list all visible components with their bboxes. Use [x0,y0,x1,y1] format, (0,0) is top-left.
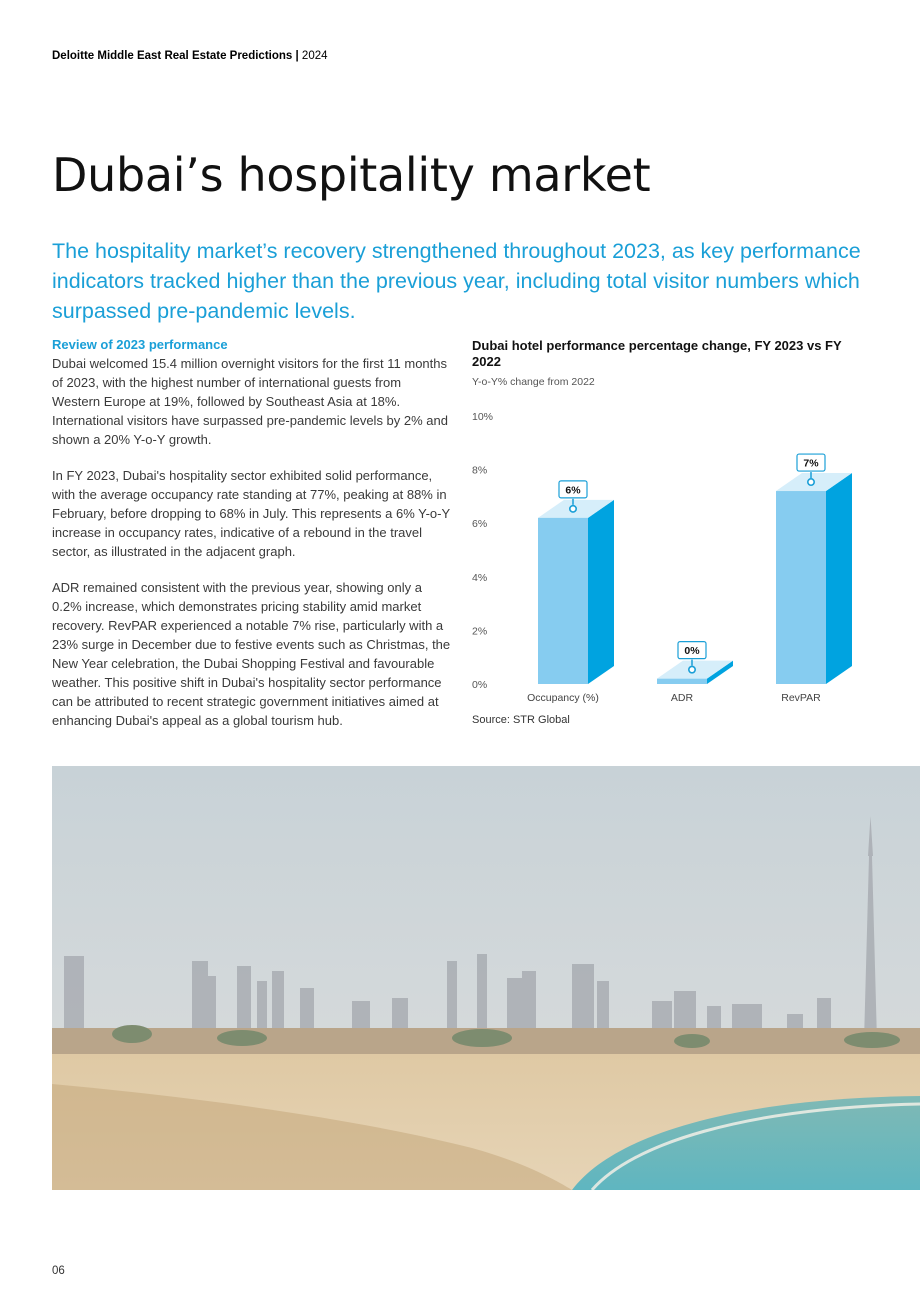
y-tick-label: 2% [472,625,488,638]
bar-side [588,500,614,684]
data-label: 7% [803,457,819,470]
skyline-illustration [52,766,920,1190]
page-number: 06 [52,1265,65,1277]
body-paragraph-1: Dubai welcomed 15.4 million overnight visitors for the first 11 months of 2023, with the highest number of international guests from Western Europe at 19%, followed by Southeast Asia at 18%. International visitors have surpassed pre-pandemic levels by 2% and shown a 20% Y-o-Y growth. [52,356,448,447]
body-paragraph-3: ADR remained consistent with the previous year, showing only a 0.2% increase, which demonstrates pricing stability amid market recovery. RevPAR experienced a notable 7% rise, particularly with a 23% surge in December due to festive events such as Christmas, the New Year celebration, the Dubai Shopping Festival and favourable weather. This positive shift in Dubai's hospitality sector performance can be attributed to recent strategic government initiatives aimed at enhancing Dubai's appeal as a global tourism hub. [52,580,451,728]
page-title: Dubai’s hospitality market [52,148,651,202]
chart-source: Source: STR Global [472,714,570,726]
bar [776,491,826,684]
y-tick-label: 8% [472,464,488,477]
lead-paragraph: The hospitality market’s recovery strengthened throughout 2023, as key performance indicators tracked higher than the previous year, including total visitor numbers which surpassed pre-pandemic levels. [52,239,861,323]
bar [657,679,707,684]
y-tick-label: 4% [472,571,488,584]
body-text-column [52,337,452,747]
bar-side [826,473,852,684]
bar-chart [472,400,892,710]
chart-block [472,338,892,726]
section-heading: Review of 2023 performance [52,337,228,352]
x-tick-label: RevPAR [781,692,821,704]
chart-title: Dubai hotel performance percentage change, FY 2023 vs FY 2022 [472,338,842,369]
y-tick-label: 0% [472,679,488,691]
y-tick-label: 10% [472,411,494,423]
report-title: Deloitte Middle East Real Estate Predictions [52,50,293,62]
dubai-skyline-beach-photo [52,766,920,1190]
data-label: 0% [684,645,700,658]
header-separator: | [295,50,299,62]
report-year: 2024 [301,50,328,62]
chart-subtitle: Y-o-Y% change from 2022 [472,376,595,388]
data-marker [570,506,576,512]
body-paragraph-2: In FY 2023, Dubai's hospitality sector exhibited solid performance, with the average occupancy rate standing at 77%, peaking at 88% in February, before dropping to 68% in July. This represents a 6% Y-o-Y increase in occupancy rates, indicative of a rebound in the travel sector, as illustrated in the adjacent graph. [52,468,450,559]
y-tick-label: 6% [472,518,488,531]
data-marker [808,479,814,485]
running-header [52,50,328,62]
bar [538,518,588,684]
x-tick-label: ADR [670,692,694,704]
data-marker [689,666,695,672]
data-label: 6% [565,484,581,497]
x-tick-label: Occupancy (%) [527,692,599,704]
